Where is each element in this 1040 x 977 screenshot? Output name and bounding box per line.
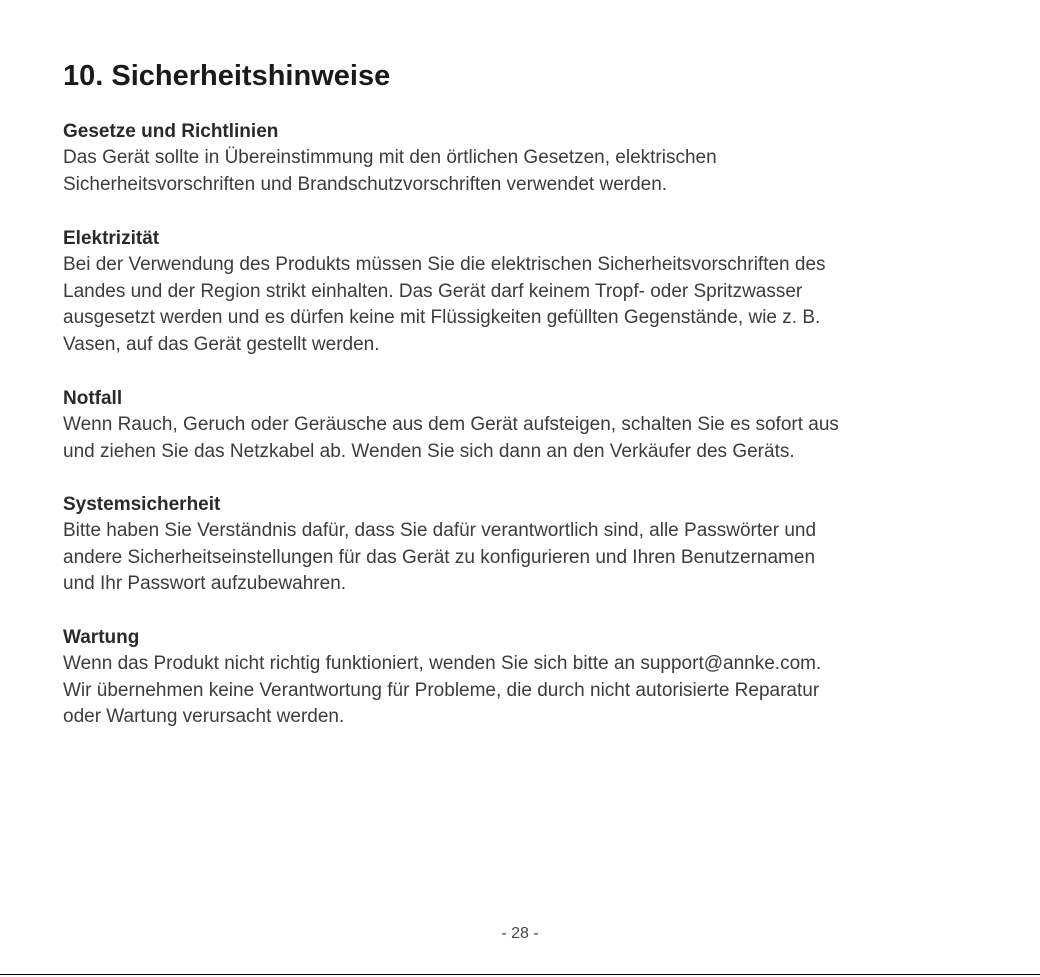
body-line: Das Gerät sollte in Übereinstimmung mit den örtlichen Gesetzen, elektrischen <box>63 147 717 168</box>
body-line: ausgesetzt werden und es dürfen keine mit Flüssigkeiten gefüllten Gegenstände, wie z. B. <box>63 307 821 329</box>
body-line: Landes und der Region strikt einhalten. Das Gerät darf keinem Tropf- oder Spritzwasser <box>63 280 803 302</box>
section-body <box>63 412 983 465</box>
body-line: Wenn Rauch, Geruch oder Geräusche aus dem Gerät aufsteigen, schalten Sie es sofort aus <box>63 414 839 435</box>
page-number: - 28 - <box>501 925 539 942</box>
body-line: Sicherheitsvorschriften und Brandschutzvorschriften verwendet werden. <box>63 173 668 195</box>
bottom-divider <box>0 974 1040 975</box>
section-body <box>63 145 983 198</box>
section-heading: Gesetze und Richtlinien <box>63 121 279 142</box>
body-line: Bei der Verwendung des Produkts müssen Sie die elektrischen Sicherheitsvorschriften des <box>63 254 826 275</box>
body-line: und ziehen Sie das Netzkabel ab. Wenden Sie sich dann an den Verkäufer des Geräts. <box>63 440 795 462</box>
body-line: Vasen, auf das Gerät gestellt werden. <box>63 334 380 356</box>
section-heading: Wartung <box>63 627 140 648</box>
body-line: Wenn das Produkt nicht richtig funktioniert, wenden Sie sich bitte an support@annke.com. <box>63 653 822 674</box>
section-emergency <box>63 385 983 465</box>
section-system-security <box>63 491 983 598</box>
body-line: Bitte haben Sie Verständnis dafür, dass Sie dafür verantwortlich sind, alle Passwörter und <box>63 520 817 541</box>
body-line: andere Sicherheitseinstellungen für das Gerät zu konfigurieren und Ihren Benutzernamen <box>63 546 816 568</box>
page-title: 10. Sicherheitshinweise <box>63 60 391 92</box>
section-body <box>63 518 983 598</box>
section-heading: Elektrizität <box>63 228 160 249</box>
section-laws-guidelines <box>63 118 983 198</box>
body-line: Wir übernehmen keine Verantwortung für Probleme, die durch nicht autorisierte Reparatur <box>63 679 820 701</box>
section-body <box>63 252 983 359</box>
body-line: oder Wartung verursacht werden. <box>63 706 345 728</box>
section-maintenance <box>63 624 983 731</box>
section-heading: Notfall <box>63 388 123 409</box>
section-heading: Systemsicherheit <box>63 494 221 515</box>
body-line: und Ihr Passwort aufzubewahren. <box>63 573 347 595</box>
section-electricity <box>63 225 983 359</box>
section-body <box>63 651 983 731</box>
